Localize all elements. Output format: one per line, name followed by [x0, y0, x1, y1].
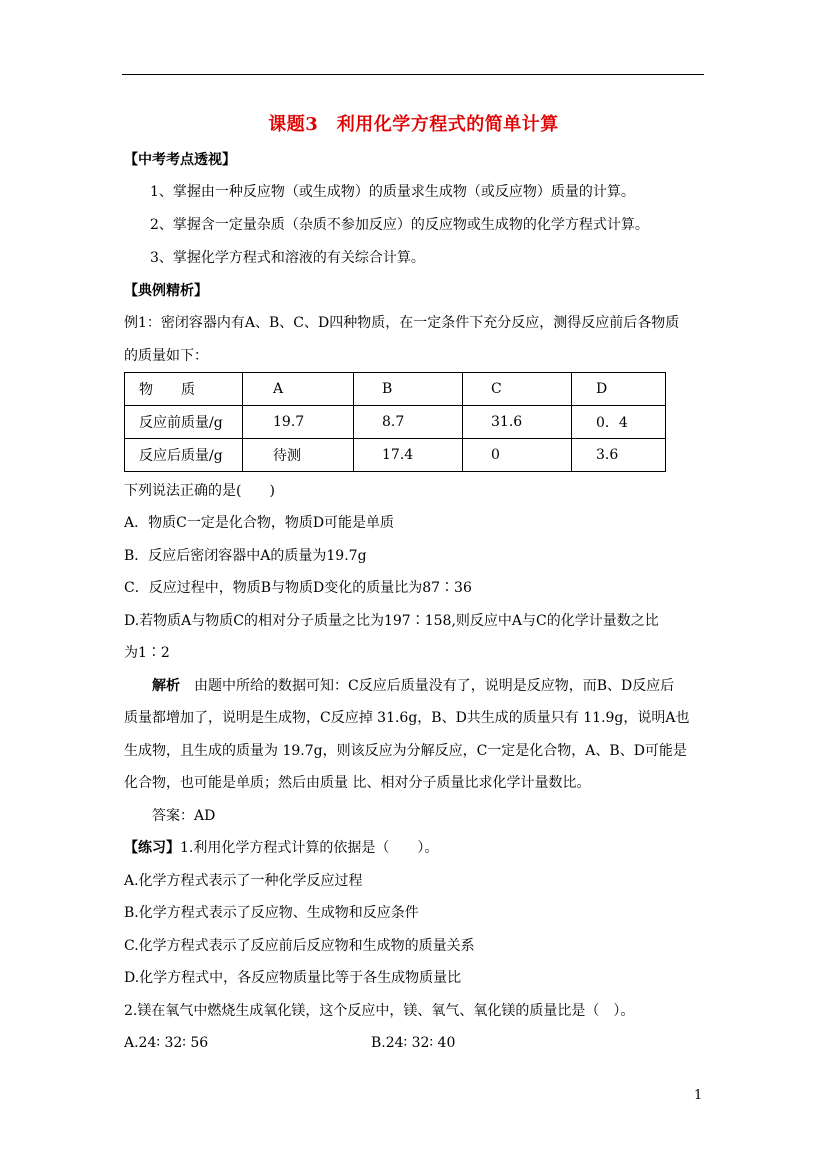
focus-heading: 【中考考点透视】 [124, 152, 236, 168]
table-cell: 反应前质量/g [125, 406, 243, 439]
q1-option-d: D.化学方程式中，各反应物质量比等于各生成物质量比 [124, 970, 462, 986]
table-row [125, 406, 666, 439]
example-intro-2: 的质量如下： [124, 348, 208, 364]
practice-q2: 2.镁在氧气中燃烧生成氧化镁，这个反应中，镁、氧气、氧化镁的质量比是（ ）。 [124, 1003, 635, 1019]
table-header-row [125, 373, 666, 406]
q1-option-b: B.化学方程式表示了反应物、生成物和反应条件 [124, 905, 419, 921]
page-title: 课题3 利用化学方程式的简单计算 [268, 114, 559, 135]
analysis-text: 由题中所给的数据可知：C反应后质量没有了，说明是反应物，而B、D反应后 [180, 678, 675, 694]
page-number: 1 [694, 1088, 703, 1103]
table-cell: 19.7 [243, 406, 354, 439]
focus-item-2: 2、掌握含一定量杂质（杂质不参加反应）的反应物或生成物的化学方程式计算。 [150, 217, 649, 233]
table-cell: 物 质 [125, 373, 243, 406]
option-b: B．反应后密闭容器中A的质量为19.7g [124, 548, 367, 564]
table-cell: 待测 [243, 439, 354, 472]
example-intro-1: 例1：密闭容器内有A、B、C、D四种物质，在一定条件下充分反应，测得反应前后各物质 [124, 315, 680, 331]
analysis-line-4: 化合物，也可能是单质；然后由质量 比、相对分子质量比求化学计量数比。 [124, 775, 591, 791]
q1-option-c: C.化学方程式表示了反应前后反应物和生成物的质量关系 [124, 938, 475, 954]
table-cell: 反应后质量/g [125, 439, 243, 472]
option-c: C．反应过程中，物质B与物质D变化的质量比为87∶36 [124, 580, 472, 596]
table-cell: 0．4 [572, 406, 666, 439]
practice-q1: 1.利用化学方程式计算的依据是（ ）。 [180, 840, 439, 856]
example-heading: 【典例精析】 [124, 283, 208, 299]
header-rule [122, 74, 704, 75]
table-cell: 17.4 [354, 439, 463, 472]
table-cell: 0 [463, 439, 572, 472]
table-cell: 8.7 [354, 406, 463, 439]
analysis-line-3: 生成物，且生成的质量为 19.7g，则该反应为分解反应，C一定是化合物，A、B、D可能是 [124, 743, 687, 759]
focus-item-3: 3、掌握化学方程式和溶液的有关综合计算。 [150, 250, 425, 266]
q1-option-a: A.化学方程式表示了一种化学反应过程 [124, 873, 363, 889]
table-cell: 31.6 [463, 406, 572, 439]
q2-option-a: A.24∶ 32∶ 56 [124, 1035, 209, 1051]
focus-item-1: 1、掌握由一种反应物（或生成物）的质量求生成物（或反应物）质量的计算。 [150, 184, 635, 200]
table-row [125, 439, 666, 472]
table-cell: D [572, 373, 666, 406]
option-a: A．物质C一定是化合物，物质D可能是单质 [124, 515, 395, 531]
q2-option-b: B.24∶ 32∶ 40 [371, 1035, 456, 1051]
analysis-line-1 [152, 676, 674, 696]
mass-table [124, 372, 666, 472]
practice-heading: 【练习】 [124, 840, 180, 856]
option-d: D.若物质A与物质C的相对分子质量之比为197∶158,则反应中A与C的化学计量数之比 [124, 613, 659, 629]
practice-q1-line [124, 838, 438, 858]
table-cell: 3.6 [572, 439, 666, 472]
table-cell: C [463, 373, 572, 406]
option-d-continued: 为1∶2 [124, 645, 170, 661]
question-stem: 下列说法正确的是( ) [124, 483, 275, 499]
analysis-line-2: 质量都增加了，说明是生成物，C反应掉 31.6g，B、D共生成的质量只有 11.9g，说明A也 [124, 710, 690, 726]
analysis-label: 解析 [152, 678, 180, 694]
table-cell: B [354, 373, 463, 406]
table-cell: A [243, 373, 354, 406]
answer: 答案：AD [152, 808, 216, 824]
